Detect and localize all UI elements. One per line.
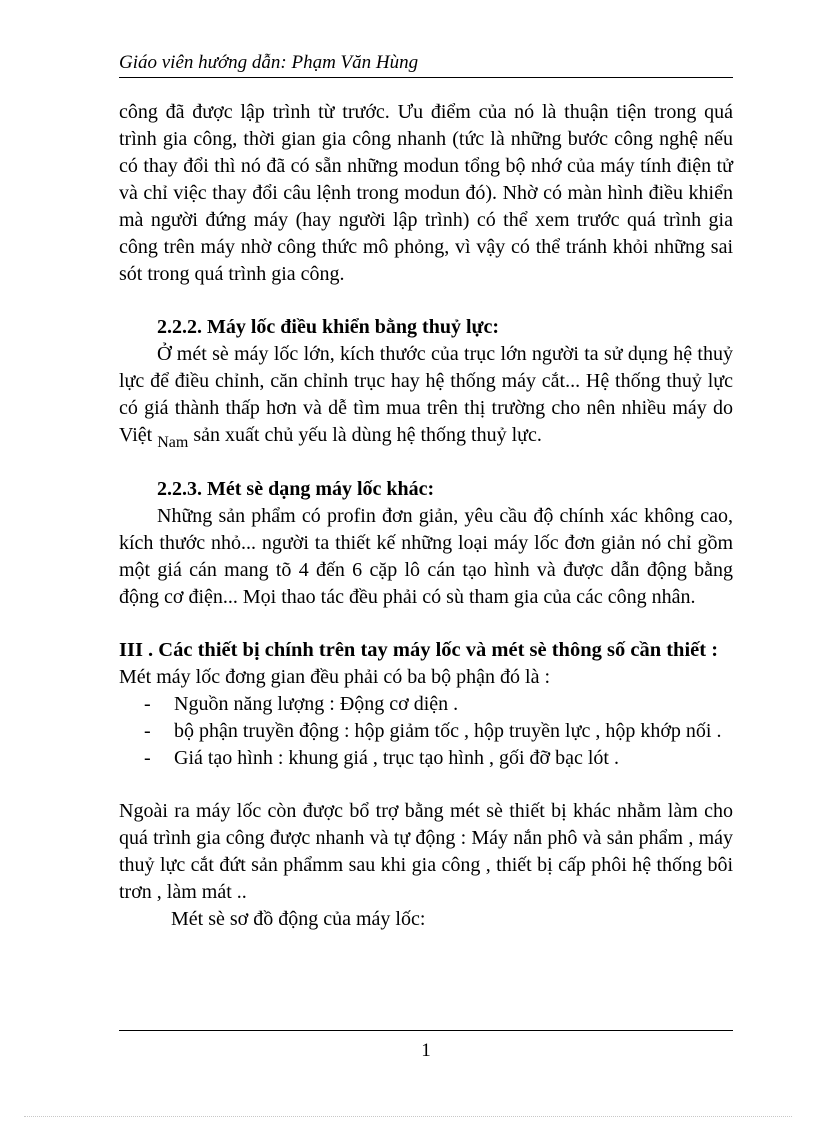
paragraph-hydraulic-main: Ở mét sè máy lốc lớn, kích thước của trục lớn người ta sử dụng hệ thuỷ lực để điều chỉnh, căn chỉnh trục hay hệ thống máy cắt... Hệ thống thuỷ lực có giá thành thấp hơn và dễ tìm mua trên thị trường cho nên nhiều máy do Việt <box>119 343 733 446</box>
list-item: - bộ phận truyền động : hộp giảm tốc , hộp truyền lực , hộp khớp nối . <box>144 718 733 745</box>
paragraph-kinematic-schemes: Mét sè sơ đồ động của máy lốc: <box>171 908 426 930</box>
footer-divider <box>119 1030 733 1031</box>
paragraph-cnc-advantages: công đã được lập trình từ trước. Ưu điểm của nó là thuận tiện trong quá trình gia công, thời gian gia công nhanh (tức là những bước công nghệ nếu có thay đổi thì nó đã có sẵn những modun tổng bộ nhớ của máy tính điện tử và chỉ việc thay đổi câu lệnh trong modun đó). Nhờ có màn hình điều khiển mà người đứng máy (hay người lập trình) có thể xem trước quá trình gia công trên máy nhờ công thức mô phỏng, vì vậy có thể tránh khỏi những sai sót trong quá trình gia công. <box>119 101 733 285</box>
page-break-marker <box>24 1116 792 1117</box>
heading-2-2-2: 2.2.2. Máy lốc điều khiển bằng thuỷ lực: <box>157 316 500 338</box>
paragraph-hydraulic <box>119 341 733 450</box>
heading-section-iii: III . Các thiết bị chính trên tay máy lốc và mét sè thông số cần thiết : <box>119 639 719 661</box>
subscript-nam: Nam <box>157 434 189 451</box>
running-header: Giáo viên hướng dẫn: Phạm Văn Hùng <box>119 52 419 73</box>
list-item: - Giá tạo hình : khung giá , trục tạo hình , gối đỡ bạc lót . <box>144 745 733 772</box>
paragraph-simple-machines: Những sản phẩm có profin đơn giản, yêu cầu độ chính xác không cao, kích thước nhỏ... người ta thiết kế những loại máy lốc đơn giản nó chỉ gồm một giá cán mang tõ 4 đến 6 cặp lô cán tạo hình và được dẫn động bằng động cơ điện... Mọi thao tác đều phải có sù tham gia của các công nhân. <box>119 505 733 608</box>
heading-2-2-3: 2.2.3. Mét sè dạng máy lốc khác: <box>157 478 435 500</box>
page-body <box>119 99 733 933</box>
list-item: - Nguồn năng lượng : Động cơ diện . <box>144 691 733 718</box>
paragraph-hydraulic-end: sản xuất chủ yếu là dùng hệ thống thuỷ lực. <box>193 424 542 446</box>
paragraph-auxiliary-equipment: Ngoài ra máy lốc còn được bổ trợ bằng mét sè thiết bị khác nhằm làm cho quá trình gia công được nhanh và tự động : Máy nắn phô và sản phẩm , máy thuỷ lực cắt đứt sản phẩmm sau khi gia công , thiết bị cấp phôi hệ thống bôi trơn , làm mát .. <box>119 800 733 903</box>
parts-list <box>119 691 733 772</box>
page-number: 1 <box>421 1040 431 1061</box>
paragraph-three-parts: Mét máy lốc đơng gian đều phải có ba bộ phận đó là : <box>119 666 551 688</box>
header-divider <box>119 77 733 78</box>
